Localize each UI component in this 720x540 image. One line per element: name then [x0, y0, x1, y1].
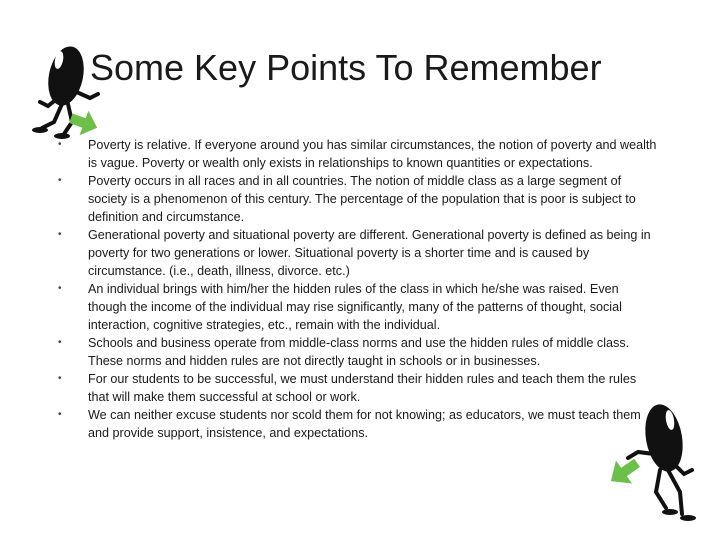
green-arrow-left-icon [606, 454, 642, 490]
list-item [58, 136, 658, 172]
bullet-text: An individual brings with him/her the hidden rules of the class in which he/she was raised. Even though the income of the individual may rise significantly, many of the patterns of thought, social interaction, cognitive strategies, etc., remain with the individual. [88, 282, 622, 332]
bullet-text: For our students to be successful, we must understand their hidden rules and teach them the rules that will make them successful at school or work. [88, 372, 637, 404]
bullet-icon: • [58, 373, 62, 384]
list-item [58, 370, 658, 406]
green-arrow-right-icon [68, 108, 100, 138]
list-item [58, 334, 658, 370]
bullet-text: Poverty is relative. If everyone around you has similar circumstances, the notion of poverty and wealth is vague. Poverty or wealth only exists in relationships to known quantities or expectations. [88, 138, 657, 170]
bullet-text: Generational poverty and situational poverty are different. Generational poverty is defined as being in poverty for two generations or lower. Situational poverty is a shorter time and is caused by circumstance. (i.e., death, illness, divorce. etc.) [88, 228, 651, 278]
bullet-text: Poverty occurs in all races and in all countries. The notion of middle class as a large segment of society is a phenomenon of this century. The percentage of the population that is poor is subject to definition and circumstance. [88, 174, 636, 224]
list-item [58, 226, 658, 280]
bullet-text: Schools and business operate from middle-class norms and use the hidden rules of middle class. These norms and hidden rules are not directly taught in schools or in businesses. [88, 336, 630, 368]
bullet-icon: • [58, 139, 62, 150]
bullet-text: We can neither excuse students nor scold them for not knowing; as educators, we must teach them and provide support, insistence, and expectations. [88, 408, 641, 440]
list-item [58, 280, 658, 334]
page-title: Some Key Points To Remember [90, 47, 602, 88]
bullet-icon: • [58, 229, 62, 240]
bullet-icon: • [58, 337, 62, 348]
bullet-icon: • [58, 283, 62, 294]
list-item [58, 406, 658, 442]
bullet-icon: • [58, 175, 62, 186]
list-item [58, 172, 658, 226]
bullet-icon: • [58, 409, 62, 420]
bullet-list [58, 136, 658, 442]
